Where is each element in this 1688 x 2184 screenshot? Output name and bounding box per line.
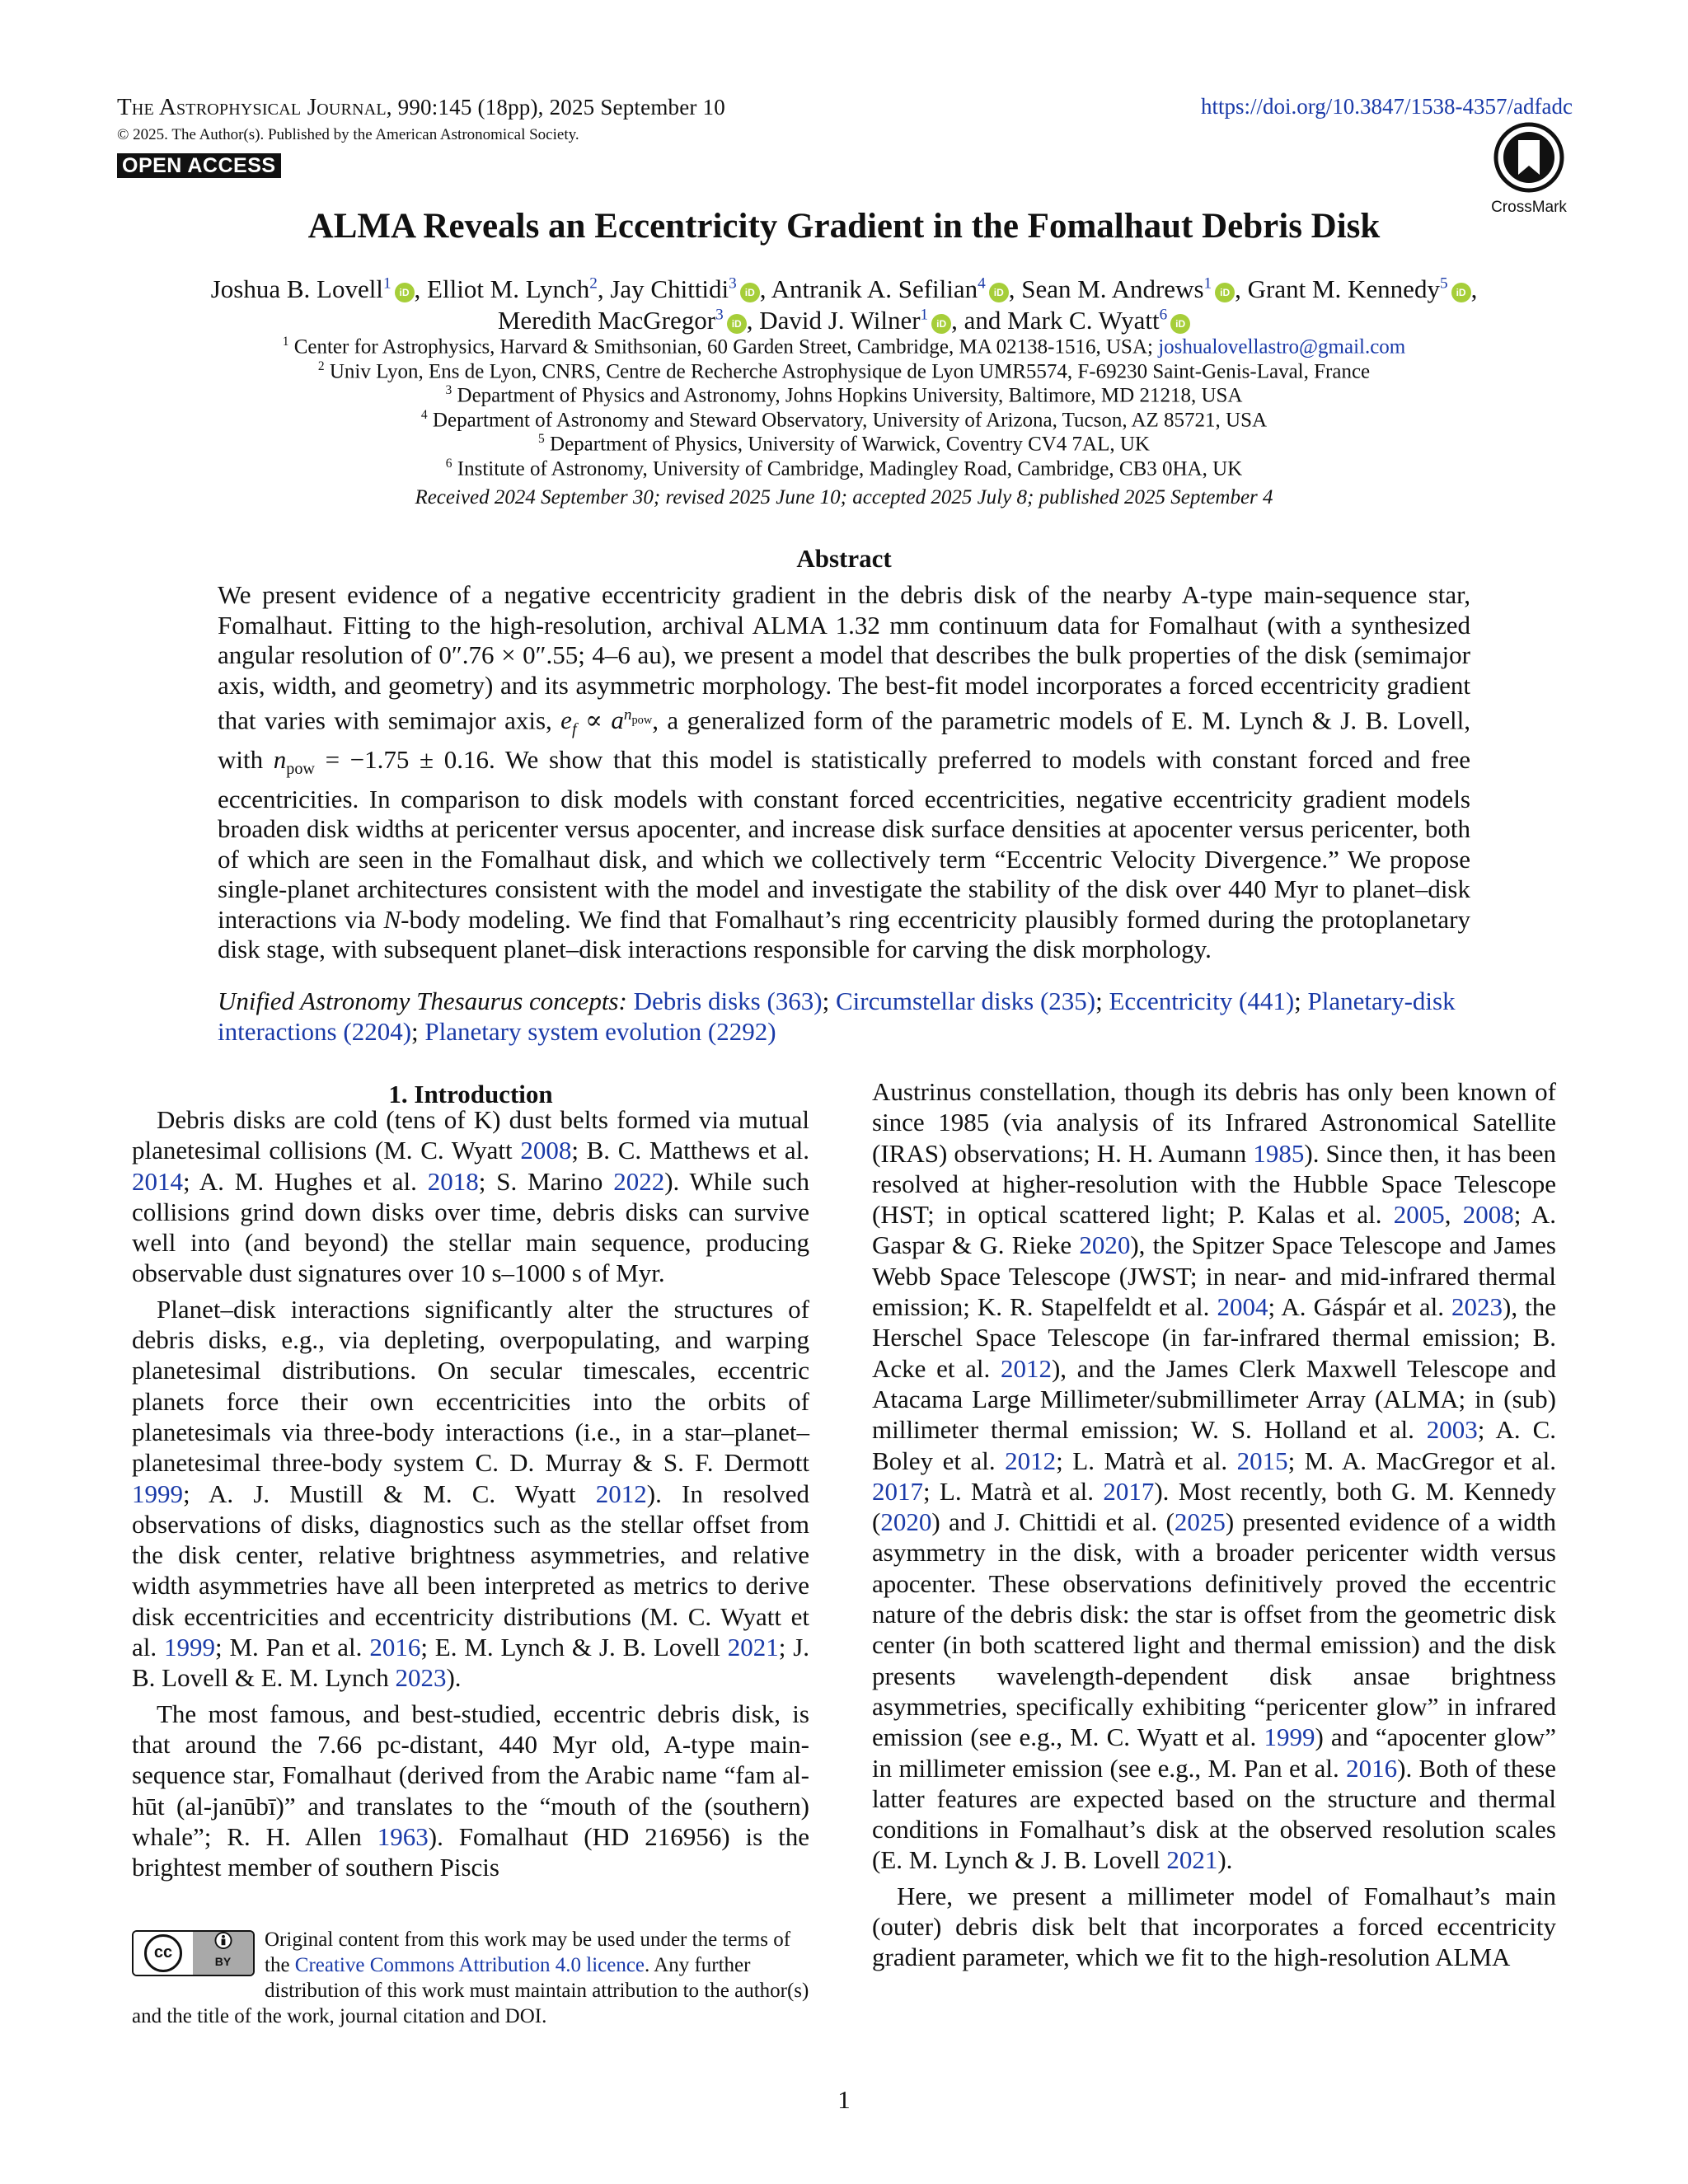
text-run: ; L. Matrà et al.	[923, 1476, 1104, 1506]
citation-link[interactable]: 2023	[395, 1663, 447, 1693]
author-separator: ,	[597, 274, 611, 303]
author-separator: ,	[1235, 274, 1248, 303]
text-run: ). Both of these latter features are expected based on the structure and thermal conditions in Fomalhaut’s disk at the observed resolution scales (E. M. Lynch & J. B. Lovell	[872, 1753, 1556, 1875]
citation-link[interactable]: 1985	[1253, 1138, 1305, 1168]
affiliation-line	[0, 359, 1688, 383]
doi-link[interactable]: https://doi.org/10.3847/1538-4357/adfadc	[1201, 94, 1573, 119]
text-run: ; A. C. Boley et al.	[872, 1415, 1556, 1475]
paragraph	[872, 1076, 1556, 1876]
journal-name: The Astrophysical Journal	[117, 94, 387, 120]
citation-link[interactable]: 1963	[377, 1821, 429, 1851]
paragraph	[872, 1881, 1556, 1973]
affiliation-text: Department of Physics, University of Warwick, Coventry CV4 7AL, UK	[544, 433, 1150, 456]
text-run: ; L. Matrà et al.	[1056, 1446, 1237, 1475]
author-separator: ,	[1008, 274, 1022, 303]
text-run: ). Fomalhaut (HD 216956) is the brightest member of southern Piscis	[132, 1821, 809, 1882]
open-access-badge: OPEN ACCESS	[117, 153, 281, 178]
affiliation-text: Institute of Astronomy, University of Cambridge, Madingley Road, Cambridge, CB3 0HA, UK	[452, 457, 1243, 480]
text-run: ; A. M. Hughes et al.	[183, 1166, 428, 1196]
author-name: Mark C. Wyatt	[1007, 306, 1160, 335]
by-icon: BY	[193, 1932, 253, 1975]
uat-concept-link[interactable]: Debris disks (363)	[633, 987, 823, 1015]
citation-link[interactable]: 2015	[1236, 1446, 1288, 1475]
journal-volume: , 990:145 (18pp), 2025 September 10	[386, 95, 725, 120]
orcid-icon[interactable]: iD	[727, 314, 747, 334]
text-run: ; M. A. MacGregor et al.	[1287, 1446, 1556, 1475]
affiliation-number: 6	[445, 456, 452, 471]
formula-e: $e_f$	[560, 705, 577, 739]
citation-link[interactable]: 2008	[1462, 1200, 1514, 1230]
copyright-notice: © 2025. The Author(s). Published by the American Astronomical Society.	[117, 126, 579, 143]
formula-npow: n	[273, 745, 287, 775]
text-run: ) and J. Chittidi et al. (	[931, 1507, 1175, 1537]
paper-title: ALMA Reveals an Eccentricity Gradient in the Fomalhaut Debris Disk	[307, 207, 1381, 246]
affiliation-marker[interactable]: 3	[729, 274, 737, 293]
text-run: ; B. C. Matthews et al.	[571, 1136, 809, 1165]
abstract-part: -body modeling. We find that Fomalhaut’s ring eccentricity plausibly formed during the protoplanetary disk stage, with subsequent planet–disk interactions responsible for carving the disk morphology.	[218, 904, 1470, 964]
author-name: Grant M. Kennedy	[1247, 274, 1440, 303]
citation-link[interactable]: 2025	[1174, 1507, 1226, 1537]
crossmark-label: CrossMark	[1491, 199, 1567, 216]
author-separator: , and	[951, 306, 1008, 335]
citation-link[interactable]: 2023	[1451, 1292, 1503, 1322]
citation-link[interactable]: 2020	[880, 1507, 932, 1537]
affiliation-marker[interactable]: 6	[1159, 306, 1168, 324]
citation-link[interactable]: 2017	[1103, 1476, 1155, 1506]
license-text: Original content from this work may be used under the terms of the	[265, 1929, 791, 1976]
affiliation-marker[interactable]: 4	[978, 274, 986, 293]
citation-link[interactable]: 2004	[1217, 1292, 1268, 1322]
affiliation-marker[interactable]: 3	[715, 306, 724, 324]
author-name: Meredith MacGregor	[497, 306, 716, 335]
citation-link[interactable]: 2003	[1426, 1415, 1478, 1445]
citation-link[interactable]: 2016	[369, 1633, 421, 1662]
affiliation-marker[interactable]: 2	[589, 274, 598, 293]
citation-link[interactable]: 2021	[1166, 1845, 1218, 1875]
uat-concept-link[interactable]: Eccentricity (441)	[1109, 987, 1295, 1015]
citation-link[interactable]: 2008	[520, 1136, 572, 1165]
citation-link[interactable]: 1999	[132, 1479, 183, 1508]
affiliation-marker[interactable]: 1	[1203, 274, 1212, 293]
text-run: ; A. Gáspár et al.	[1268, 1292, 1451, 1322]
abstract-text	[218, 580, 1470, 965]
orcid-icon[interactable]: iD	[1170, 314, 1190, 334]
citation-link[interactable]: 2012	[1005, 1446, 1057, 1475]
author-separator: ,	[1470, 274, 1478, 303]
affiliation-text: Department of Physics and Astronomy, Johns Hopkins University, Baltimore, MD 21218, USA	[452, 384, 1243, 407]
license-notice	[132, 1927, 809, 2029]
author-name: Jay Chittidi	[610, 274, 729, 303]
separator: ;	[1294, 987, 1308, 1015]
orcid-icon[interactable]: iD	[395, 283, 415, 302]
affiliation-line	[0, 335, 1688, 359]
citation-link[interactable]: 2020	[1079, 1230, 1131, 1260]
orcid-icon[interactable]: iD	[931, 314, 951, 334]
author-separator: ,	[746, 306, 760, 335]
separator: ;	[411, 1017, 425, 1046]
text-run: Here, we present a millimeter model of Fomalhaut’s main (outer) debris disk belt that incorporates a forced eccentricity gradient parameter, which we fit to the high-resolution ALMA	[872, 1881, 1556, 1972]
uat-concept-link[interactable]: Circumstellar disks (235)	[836, 987, 1096, 1015]
author-list-line2	[0, 306, 1688, 335]
citation-link[interactable]: 2012	[1000, 1353, 1052, 1383]
formula-npow-value: = −1.75 ± 0.16	[314, 745, 489, 775]
text-run: ; J. B. Lovell & E. M. Lynch	[132, 1633, 810, 1693]
affiliation-line	[0, 432, 1688, 456]
author-separator: ,	[759, 274, 771, 303]
text-run: Austrinus constellation, though its debris has only been known of since 1985 (via analysis of its Infrared Astronomical Satellite (IRAS) observations; H. H. Aumann	[872, 1077, 1556, 1168]
right-column	[872, 1076, 1556, 1978]
text-run: ; A. Gaspar & G. Rieke	[872, 1200, 1557, 1260]
author-name: Sean M. Andrews	[1021, 274, 1204, 303]
left-column	[132, 1104, 809, 1887]
text-run: The most famous, and best-studied, eccentric debris disk, is that around the 7.66 pc-distant, 440 Myr old, A-type main-sequence star, Fomalhaut (derived from the Arabic name “fam al-hūt (al-janūbī)” and translates to the “mouth of the (southern) whale”; R. H. Allen	[132, 1699, 809, 1851]
paragraph	[132, 1294, 809, 1694]
affiliation-marker[interactable]: 1	[382, 274, 392, 293]
text-run: ,	[1444, 1200, 1463, 1230]
affiliation-text: Department of Astronomy and Steward Observatory, University of Arizona, Tucson, AZ 85721, USA	[427, 408, 1268, 431]
orcid-icon[interactable]: iD	[1215, 283, 1235, 302]
text-run: ) presented evidence of a width asymmetry in the disk, with a broader pericenter width versus apocenter. These observations definitively proved the eccentric nature of the debris disk: the star is offset from the geometric disk center (in both scattered light and thermal emission) and the disk presents wavelength-dependent disk ansae brightness asymmetries, specifically exhibiting “pericenter glow” in infrared emission (see e.g., M. C. Wyatt et al.	[872, 1507, 1556, 1752]
author-name: Antranik A. Sefilian	[771, 274, 978, 303]
text-run: ), and the James Clerk Maxwell Telescope and Atacama Large Millimeter/submillimeter Array (ALMA; in (sub) millimeter thermal emission; W. S. Holland et al.	[872, 1353, 1556, 1445]
text-run: ; S. Marino	[478, 1166, 614, 1196]
journal-citation	[117, 94, 725, 121]
citation-link[interactable]: 2014	[132, 1166, 183, 1196]
uat-concepts	[218, 986, 1470, 1047]
orcid-icon[interactable]: iD	[989, 283, 1009, 302]
affiliation-number: 3	[445, 383, 452, 397]
citation-link[interactable]: 2018	[427, 1166, 479, 1196]
text-run: ). Most recently, both G. M. Kennedy (	[872, 1476, 1556, 1537]
formula-propto: ∝ $a^{n_{pow}}$	[576, 705, 653, 735]
uat-concept-link[interactable]: Planetary-disk interactions (2204)	[218, 987, 1456, 1046]
abstract-heading: Abstract	[796, 544, 892, 573]
affiliation-number: 4	[420, 407, 428, 422]
text-run: ).	[446, 1663, 462, 1693]
text-run: ), the Spitzer Space Telescope and James Webb Space Telescope (JWST; in near- and mid-infrared thermal emission; K. R. Stapelfeldt et al.	[872, 1230, 1556, 1322]
affiliation-line	[0, 457, 1688, 480]
citation-link[interactable]: 2017	[872, 1476, 923, 1506]
text-run: ; M. Pan et al.	[215, 1633, 370, 1662]
affiliation-text: Univ Lyon, Ens de Lyon, CNRS, Centre de Recherche Astrophysique de Lyon UMR5574, F-69230 Saint-Genis-Laval, France	[324, 359, 1371, 382]
affiliation-line	[0, 408, 1688, 432]
cc-by-badge[interactable]	[132, 1930, 255, 1976]
affiliation-number: 5	[538, 432, 545, 446]
affiliation-marker[interactable]: 1	[920, 306, 929, 324]
uat-label: Unified Astronomy Thesaurus concepts:	[218, 987, 627, 1015]
author-name: David J. Wilner	[759, 306, 921, 335]
orcid-icon[interactable]: iD	[740, 283, 760, 302]
formula-npow-sub: pow	[286, 760, 315, 779]
crossmark-icon	[1493, 122, 1564, 193]
text-run: ). While such collisions grind down disks over time, debris disks can survive well into (and beyond) the stellar main sequence, producing observable dust signatures over 10 s–1000 s of Myr.	[132, 1166, 809, 1288]
author-list-line1	[0, 274, 1688, 304]
author-separator: ,	[414, 274, 428, 303]
text-run: ). In resolved observations of disks, diagnostics such as the stellar offset from the disk center, relative brightness asymmetries, and relative width asymmetries have all been interpreted as metrics to derive disk eccentricities and eccentricity distributions (M. C. Wyatt et al.	[132, 1479, 810, 1662]
cc-icon: cc	[134, 1932, 193, 1975]
author-name: Elliot M. Lynch	[427, 274, 590, 303]
separator: ;	[1095, 987, 1109, 1015]
citation-link[interactable]: 2022	[613, 1166, 665, 1196]
separator: ;	[822, 987, 836, 1015]
email-link[interactable]: joshualovellastro@gmail.com	[1158, 335, 1406, 359]
abstract-part: We present evidence of a negative eccentricity gradient in the debris disk of the nearby A-type main-sequence star, Fomalhaut. Fitting to the high-resolution, archival ALMA 1.32 mm continuum data for Fomalhaut (with a synthesized angular resolution of 0″.76 × 0″.55; 4–6 au), we present a model that describes the bulk properties of the disk (semimajor axis, width, and geometry) and its asymmetric morphology. The best-fit model incorporates a forced eccentricity gradient that varies with semimajor axis,	[218, 580, 1470, 735]
text-run: ). Since then, it has been resolved at higher-resolution with the Hubble Space Telescope (HST; in optical scattered light; P. Kalas et al.	[872, 1138, 1557, 1230]
text-run: ; E. M. Lynch & J. B. Lovell	[420, 1633, 728, 1662]
affiliation-number: 2	[317, 359, 325, 373]
citation-link[interactable]: 2016	[1346, 1753, 1398, 1783]
uat-concept-link[interactable]: Planetary system evolution (2292)	[424, 1017, 776, 1046]
citation-link[interactable]: 2005	[1393, 1200, 1445, 1230]
text-run: ), the Herschel Space Telescope (in far-infrared thermal emission; B. Acke et al.	[872, 1292, 1556, 1383]
text-run: ).	[1217, 1845, 1233, 1875]
formula-n: N	[383, 904, 401, 934]
text-run: Debris disks are cold (tens of K) dust belts formed via mutual planetesimal collisions (M. C. Wyatt	[132, 1105, 809, 1165]
cc-licence-link[interactable]: Creative Commons Attribution 4.0 licence	[294, 1954, 645, 1976]
affiliation-text: Center for Astrophysics, Harvard & Smithsonian, 60 Garden Street, Cambridge, MA 02138-1516, USA;	[288, 335, 1159, 359]
text-run: ) and “apocenter glow” in millimeter emission (see e.g., M. Pan et al.	[872, 1722, 1556, 1783]
affiliation-number: 1	[282, 335, 289, 349]
paragraph	[132, 1104, 809, 1289]
author-name: Joshua B. Lovell	[210, 274, 383, 303]
citation-link[interactable]: 1999	[164, 1633, 215, 1662]
section-heading-introduction: 1. Introduction	[388, 1080, 553, 1108]
abstract-part: , a generalized form of the parametric models of E. M. Lynch & J. B. Lovell, with	[218, 705, 1470, 775]
page-number: 1	[837, 2085, 851, 2114]
received-dates: Received 2024 September 30; revised 2025 June 10; accepted 2025 July 8; published 2025 September 4	[415, 486, 1273, 509]
crossmark-button[interactable]	[1484, 122, 1574, 217]
affiliation-line	[0, 383, 1688, 407]
abstract-part: . We show that this model is statistically preferred to models with constant forced and free eccentricities. In comparison to disk models with constant forced eccentricities, negative eccentricity gradient models broaden disk widths at pericenter versus apocenter, and increase disk surface densities at apocenter versus pericenter, both of which are seen in the Fomalhaut disk, and which we collectively term “Eccentric Velocity Divergence.” We propose single-planet architectures consistent with the model and investigate the stability of the disk over 440 Myr to planet–disk interactions via	[218, 745, 1470, 934]
paragraph	[132, 1699, 809, 1883]
orcid-icon[interactable]: iD	[1451, 283, 1471, 302]
text-run: Planet–disk interactions significantly alter the structures of debris disks, e.g., via depleting, overpopulating, and warping planetesimal distributions. On secular timescales, eccentric planets force their own eccentricities into the orbits of planetesimals via three-body interactions (i.e., in a star–planet–planetesimal three-body system C. D. Murray & S. F. Dermott	[132, 1294, 809, 1478]
citation-link[interactable]: 1999	[1264, 1722, 1315, 1752]
text-run: ; A. J. Mustill & M. C. Wyatt	[183, 1479, 596, 1508]
affiliation-marker[interactable]: 5	[1439, 274, 1448, 293]
license-text: . Any further distribution of this work must maintain attribution to the author(s) and the title of the work, journal citation and DOI.	[132, 1954, 809, 2027]
citation-link[interactable]: 2012	[595, 1479, 647, 1508]
citation-link[interactable]: 2021	[727, 1633, 779, 1662]
